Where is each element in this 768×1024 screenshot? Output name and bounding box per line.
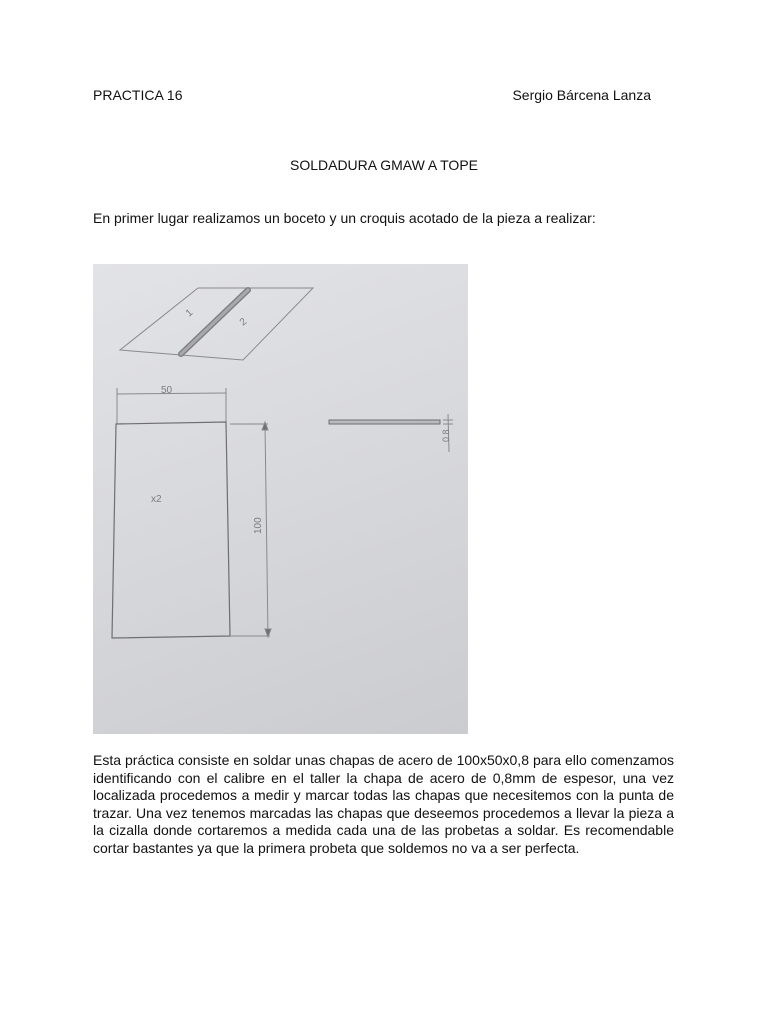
- body-paragraph: Esta práctica consiste en soldar unas chapas de acero de 100x50x0,8 para ello comenzamos identificando con el calibre en el taller la chapa de acero de 0,8mm de espesor, una vez localizada procedemos a medir y marcar todas las chapas que necesitemos con la punta de trazar. Una vez tenemos marcadas las chapas que deseemos procedemos a llevar la pieza a la cizalla donde cortaremos a medida cada una de las probetas a soldar. Es recomendable cortar bastantes ya que la primera probeta que soldemos no va a ser perfecta.: [93, 752, 674, 856]
- thickness-dimension: 0.8: [441, 429, 451, 442]
- thickness-side-view: [329, 414, 453, 452]
- plate-label-1: 1: [183, 307, 196, 320]
- document-title: SOLDADURA GMAW A TOPE: [289, 157, 478, 173]
- pencil-sketch: [93, 264, 468, 734]
- height-dimension-line: [230, 422, 271, 637]
- plate-label-2: 2: [237, 316, 250, 329]
- width-dimension: 50: [161, 385, 173, 396]
- author-name: Sergio Bárcena Lanza: [512, 87, 651, 103]
- isometric-plates-sketch: [120, 288, 313, 360]
- height-dimension: 100: [253, 517, 264, 534]
- sketch-photo: [93, 264, 468, 734]
- plate-outline: [112, 422, 230, 638]
- quantity-label: x2: [151, 494, 162, 505]
- practice-number: PRACTICA 16: [93, 87, 183, 103]
- intro-paragraph: En primer lugar realizamos un boceto y un croquis acotado de la pieza a realizar:: [93, 210, 596, 226]
